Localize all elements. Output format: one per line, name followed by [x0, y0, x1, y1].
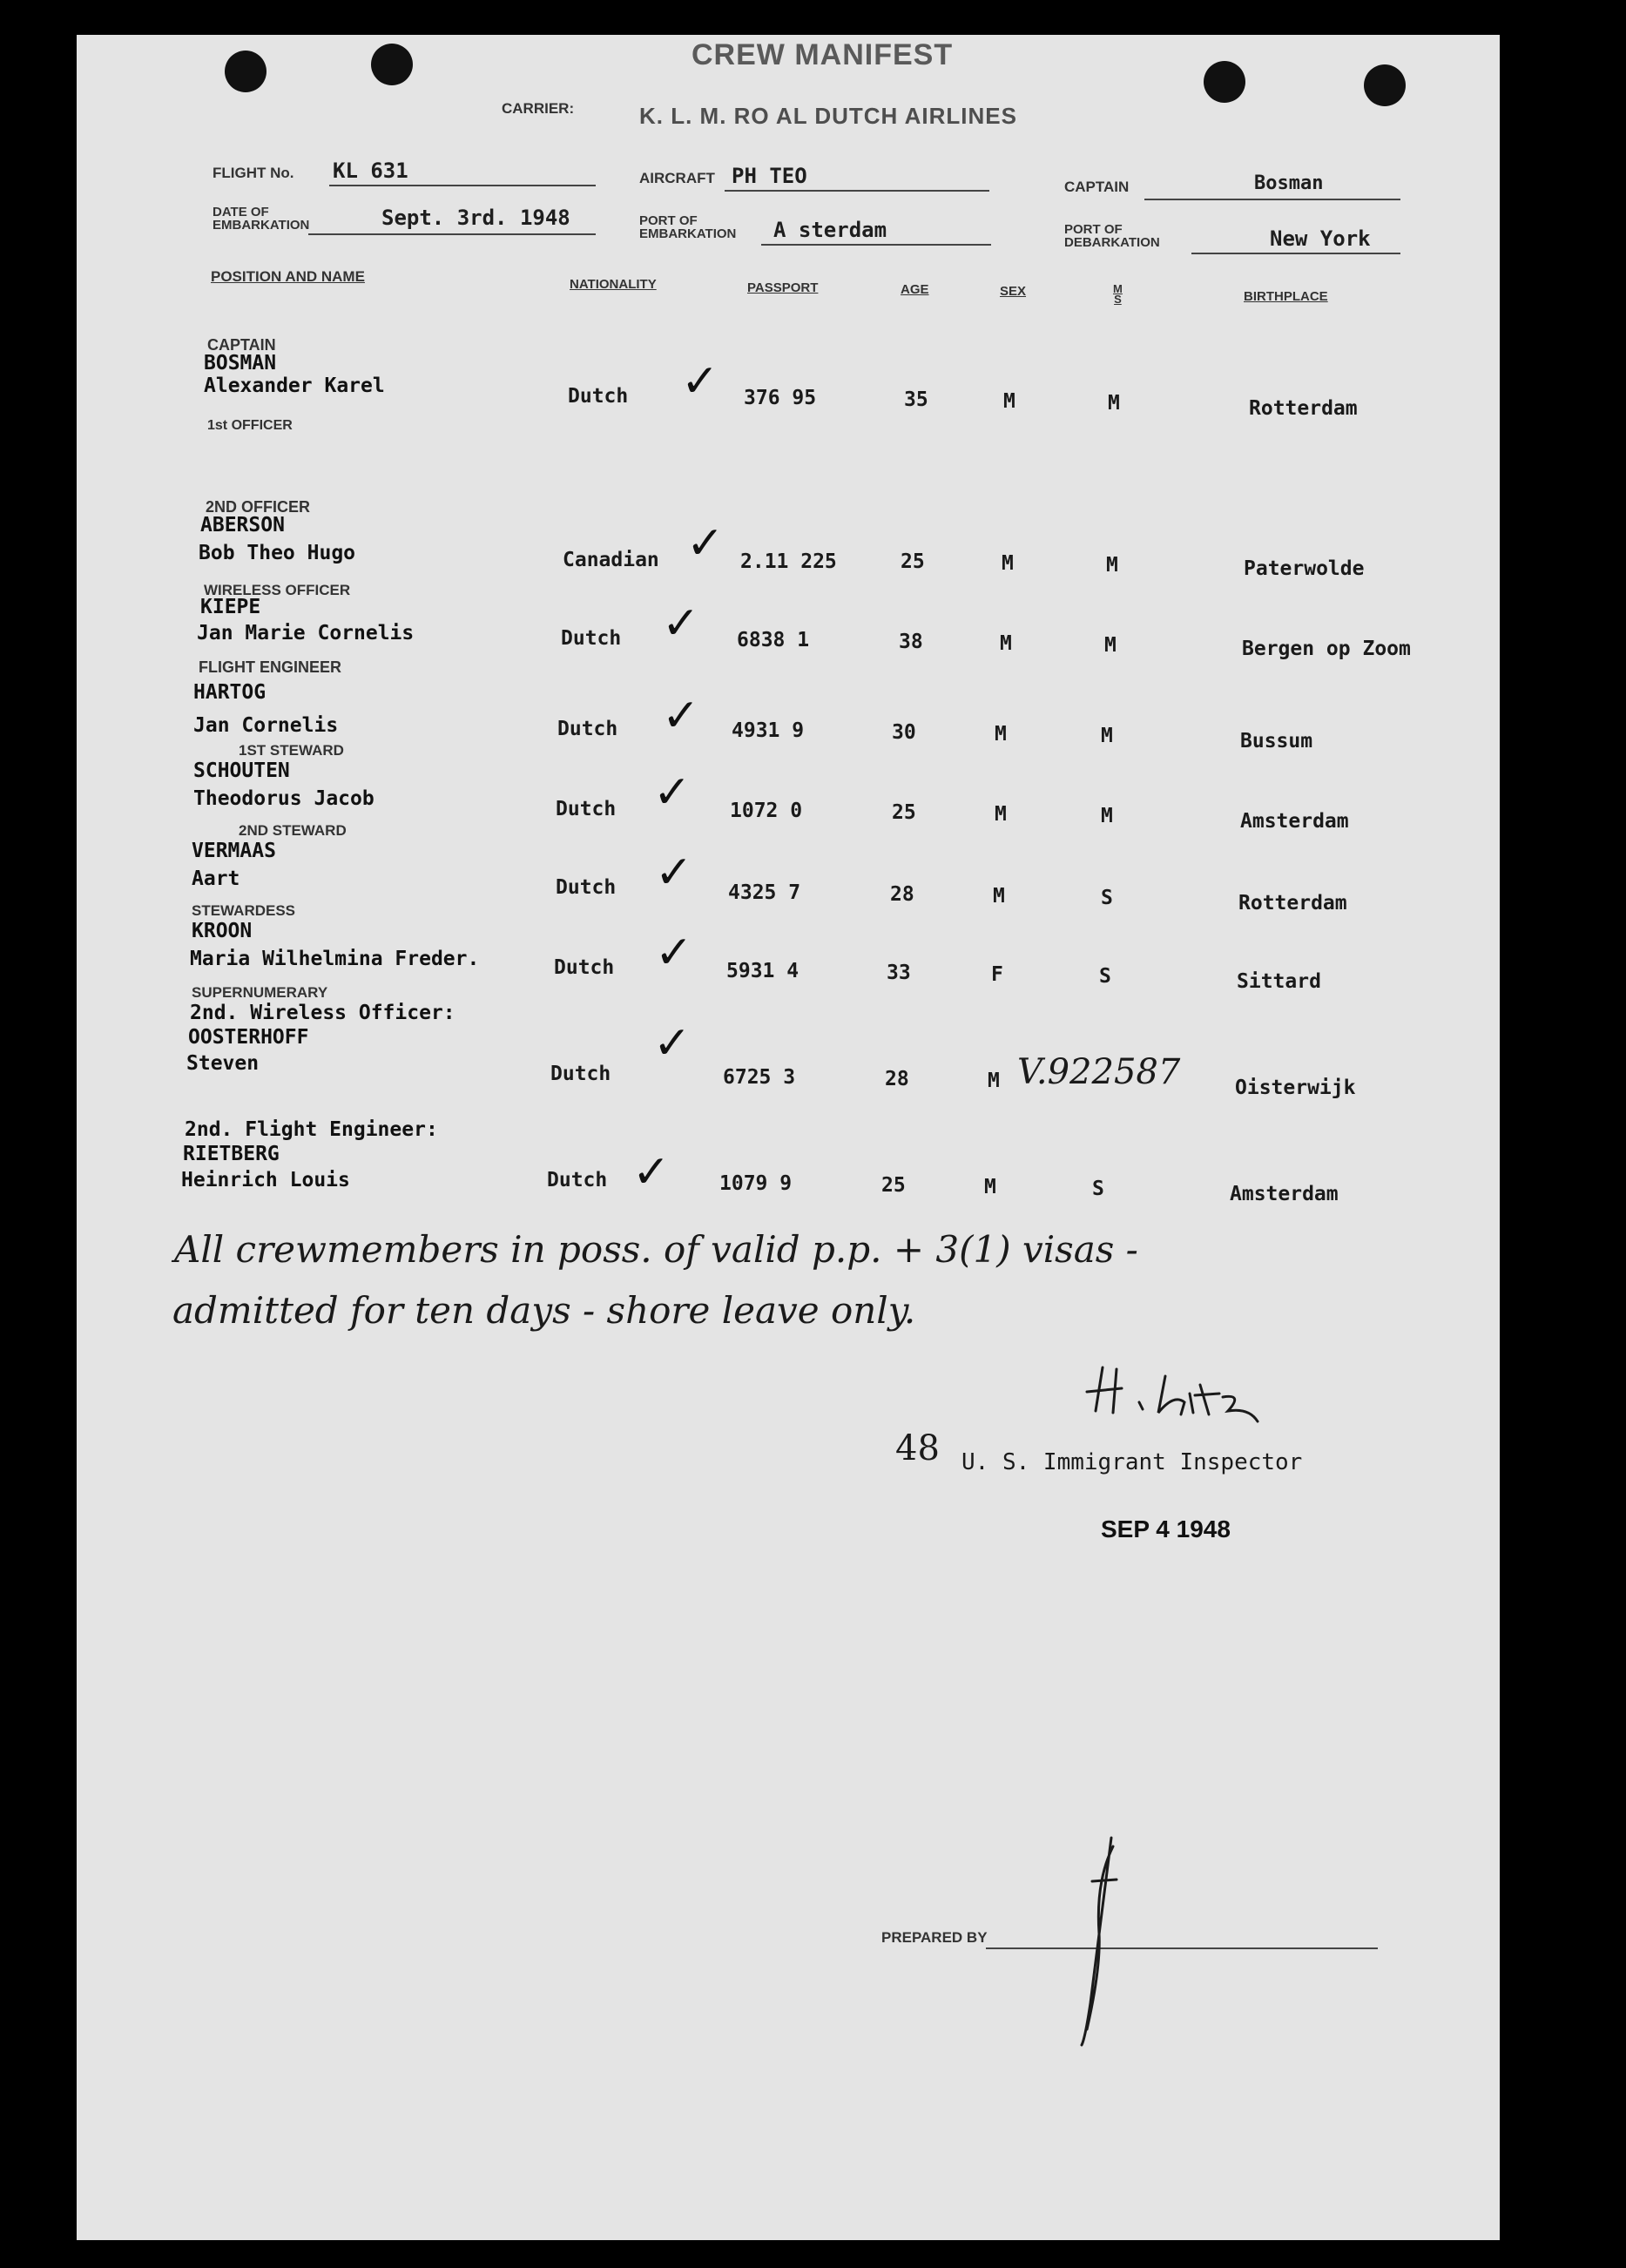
crew-surname: HARTOG — [193, 681, 267, 704]
crew-position: 2ND OFFICER — [206, 498, 311, 516]
crew-surname: ABERSON — [200, 514, 285, 537]
port-of-embarkation-value: A sterdam — [773, 218, 887, 242]
aircraft-label: AIRCRAFT — [639, 170, 715, 186]
crew-age: 35 — [904, 388, 928, 411]
handwritten-note-line1: All crewmembers in poss. of valid p.p. + 3(1) visas - — [174, 1228, 1138, 1271]
crew-nationality: Dutch — [556, 798, 617, 820]
crew-sex: M — [995, 803, 1007, 826]
date-of-embarkation-label: DATE OF EMBARKATION — [213, 205, 310, 233]
crew-surname: BOSMAN — [204, 352, 277, 375]
punch-hole-left-2 — [371, 44, 413, 85]
crew-age: 28 — [890, 883, 914, 906]
crew-given-name: Maria Wilhelmina Freder. — [190, 948, 480, 970]
port-of-embarkation-label: PORT OF EMBARKATION — [639, 213, 737, 241]
aircraft-value: PH TEO — [732, 164, 807, 188]
carrier-value: K. L. M. RO AL DUTCH AIRLINES — [639, 103, 1017, 129]
crew-birthplace: Sittard — [1237, 970, 1321, 993]
crew-position: 2ND STEWARD — [239, 822, 347, 839]
crew-age: 25 — [892, 801, 916, 824]
crew-age: 30 — [892, 721, 916, 744]
punch-hole-right-2 — [1364, 64, 1406, 106]
col-nationality: NATIONALITY — [570, 277, 657, 292]
inspector-number: 48 — [895, 1428, 940, 1468]
crew-position: FLIGHT ENGINEER — [199, 658, 342, 676]
crew-nationality: Dutch — [550, 1063, 611, 1085]
date-stamp: SEP 4 1948 — [1101, 1515, 1231, 1542]
crew-nationality: Canadian — [563, 549, 659, 571]
crew-sex: M — [993, 885, 1005, 908]
crew-marital-status: S — [1092, 1178, 1104, 1200]
crew-age: 28 — [885, 1068, 909, 1090]
crew-given-name: Jan Cornelis — [193, 714, 339, 737]
crew-given-name: Steven — [186, 1052, 260, 1075]
crew-passport: 1072 0 — [730, 800, 803, 822]
crew-nationality: Dutch — [554, 956, 615, 979]
page-title: CREW MANIFEST — [692, 38, 954, 71]
crew-surname: RIETBERG — [183, 1143, 280, 1165]
crew-birthplace: Paterwolde — [1244, 557, 1365, 580]
inspector-signature — [1078, 1359, 1270, 1428]
crew-role-line: 2nd. Wireless Officer: — [190, 1002, 455, 1024]
crew-surname: KIEPE — [200, 596, 261, 618]
crew-birthplace: Oisterwijk — [1235, 1077, 1356, 1099]
crew-birthplace: Bergen op Zoom — [1242, 638, 1411, 660]
crew-birthplace: Bussum — [1240, 730, 1313, 753]
crew-age: 38 — [899, 631, 923, 653]
checkmark-icon: ✓ — [662, 690, 700, 742]
col-sex: SEX — [1000, 284, 1027, 299]
captain-value: Bosman — [1254, 172, 1324, 194]
crew-passport: 6725 3 — [723, 1066, 796, 1089]
crew-surname: SCHOUTEN — [193, 759, 290, 782]
crew-role-line: 2nd. Flight Engineer: — [185, 1118, 438, 1141]
crew-passport: 1079 9 — [719, 1172, 793, 1195]
crew-given-name: Bob Theo Hugo — [199, 542, 356, 564]
crew-nationality: Dutch — [556, 876, 617, 899]
crew-sex: M — [1000, 632, 1012, 655]
crew-age: 25 — [901, 550, 925, 573]
punch-hole-right-1 — [1204, 61, 1245, 103]
crew-passport: 4931 9 — [732, 719, 805, 742]
crew-nationality: Dutch — [547, 1169, 608, 1191]
port-of-debarkation-label: PORT OF DEBARKATION — [1064, 222, 1160, 250]
crew-position: 1ST STEWARD — [239, 742, 344, 759]
flight-no-value: KL 631 — [333, 159, 408, 183]
punch-hole-left-1 — [225, 51, 267, 92]
date-of-embarkation-value: Sept. 3rd. 1948 — [381, 206, 570, 230]
crew-marital-status: M — [1108, 392, 1120, 415]
crew-passport: 4325 7 — [728, 881, 801, 904]
crew-passport: 6838 1 — [737, 629, 810, 651]
checkmark-icon: ✓ — [653, 1017, 692, 1070]
col-age: AGE — [901, 282, 929, 297]
crew-marital-status: M — [1101, 805, 1113, 827]
crew-given-name: Alexander Karel — [204, 375, 385, 397]
crew-nationality: Dutch — [557, 718, 618, 740]
crew-sex: M — [995, 723, 1007, 746]
captain-label: CAPTAIN — [1064, 179, 1130, 195]
crew-marital-status: S — [1099, 965, 1111, 988]
handwritten-note-line2: admitted for ten days - shore leave only. — [172, 1289, 916, 1332]
crew-given-name: Jan Marie Cornelis — [197, 622, 415, 645]
checkmark-icon: ✓ — [655, 847, 693, 899]
crew-given-name: Heinrich Louis — [181, 1169, 350, 1191]
crew-marital-status: M — [1101, 725, 1113, 747]
preparer-signature — [1061, 1829, 1130, 2055]
crew-position: SUPERNUMERARY — [192, 984, 328, 1001]
crew-birthplace: Amsterdam — [1240, 810, 1349, 833]
col-marital-status: M S — [1113, 282, 1123, 306]
crew-age: 25 — [881, 1174, 906, 1197]
crew-marital-status: M — [1106, 554, 1118, 577]
col-passport: PASSPORT — [747, 280, 819, 295]
checkmark-icon: ✓ — [653, 766, 692, 819]
crew-passport: 376 95 — [744, 387, 817, 409]
crew-position: WIRELESS OFFICER — [204, 582, 351, 598]
crew-sex: M — [988, 1070, 1000, 1092]
crew-nationality: Dutch — [561, 627, 622, 650]
crew-sex: F — [991, 963, 1003, 986]
col-position-name: POSITION AND NAME — [211, 268, 365, 285]
crew-position: STEWARDESS — [192, 902, 296, 919]
col-birthplace: BIRTHPLACE — [1244, 289, 1328, 304]
crew-sex: M — [984, 1176, 996, 1198]
crew-birthplace: Amsterdam — [1230, 1183, 1339, 1205]
prepared-by-label: PREPARED BY — [881, 1929, 988, 1946]
crew-sex: M — [1002, 552, 1014, 575]
crew-birthplace: Rotterdam — [1249, 397, 1358, 420]
crew-sex: M — [1003, 390, 1015, 413]
checkmark-icon: ✓ — [686, 517, 725, 570]
crew-surname: OOSTERHOFF — [188, 1026, 309, 1049]
crew-marital-status: S — [1101, 887, 1113, 909]
checkmark-icon: ✓ — [632, 1146, 671, 1198]
crew-passport: 2.11 225 — [740, 550, 837, 573]
crew-position: CAPTAIN — [207, 336, 276, 354]
checkmark-icon: ✓ — [662, 597, 700, 650]
flight-no-label: FLIGHT No. — [213, 165, 294, 181]
checkmark-icon: ✓ — [655, 927, 693, 979]
carrier-label: CARRIER: — [502, 100, 575, 117]
visa-annotation: V.922587 — [1017, 1052, 1181, 1092]
crew-birthplace: Rotterdam — [1238, 892, 1347, 915]
crew-nationality: Dutch — [568, 385, 629, 408]
inspector-title: U. S. Immigrant Inspector — [961, 1449, 1303, 1475]
crew-age: 33 — [887, 962, 911, 984]
stray-position-label: 1st OFFICER — [207, 418, 293, 433]
crew-passport: 5931 4 — [726, 960, 800, 982]
port-of-debarkation-value: New York — [1270, 226, 1371, 251]
manifest-page — [77, 35, 1500, 2240]
crew-surname: VERMAAS — [192, 840, 276, 862]
crew-given-name: Theodorus Jacob — [193, 787, 374, 810]
crew-marital-status: M — [1104, 634, 1117, 657]
checkmark-icon: ✓ — [681, 355, 719, 408]
crew-given-name: Aart — [192, 867, 240, 890]
crew-surname: KROON — [192, 920, 253, 942]
